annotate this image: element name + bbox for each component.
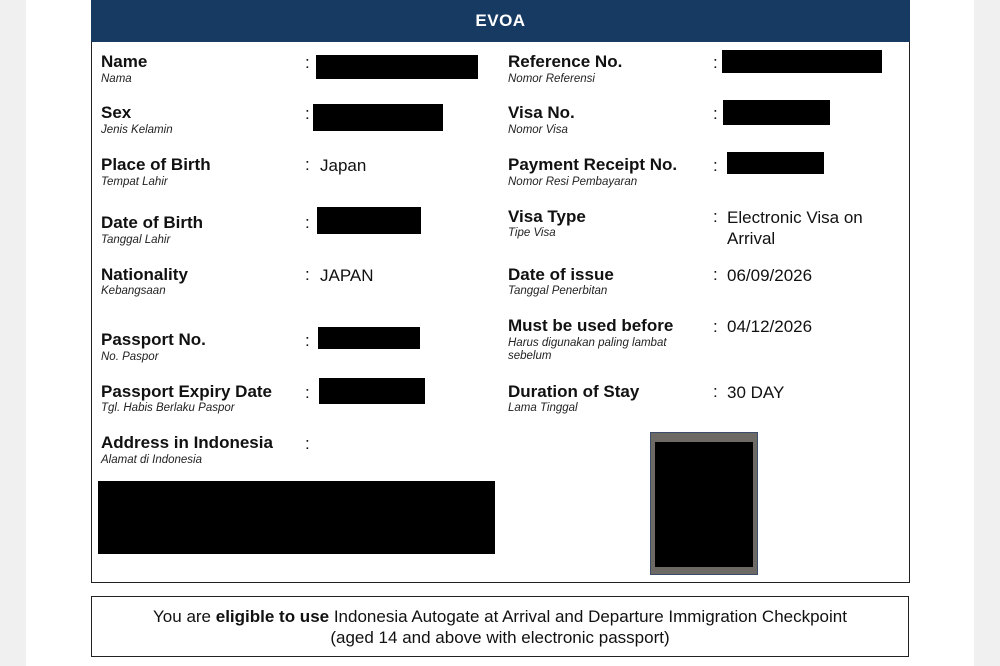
nationality-sublabel: Kebangsaan xyxy=(101,285,166,297)
date-of-birth-redaction xyxy=(317,207,421,234)
must-be-used-before-label: Must be used before xyxy=(508,316,674,335)
passport-no-label: Passport No. xyxy=(101,330,206,349)
sex-label: Sex xyxy=(101,103,132,122)
duration-of-stay-colon: : xyxy=(713,382,718,401)
passport-no-sublabel: No. Paspor xyxy=(101,351,159,363)
notice-text-after: Indonesia Autogate at Arrival and Departure Immigration Checkpoint xyxy=(329,606,847,626)
passport-expiry-redaction xyxy=(319,378,425,404)
duration-of-stay-value: 30 DAY xyxy=(727,383,785,402)
notice-text-before: You are xyxy=(153,606,216,626)
duration-of-stay-sublabel: Lama Tinggal xyxy=(508,402,578,414)
reference-no-label: Reference No. xyxy=(508,52,623,71)
photo-redaction xyxy=(655,442,753,567)
visa-no-label: Visa No. xyxy=(508,103,575,122)
address-sublabel: Alamat di Indonesia xyxy=(101,454,203,466)
date-of-birth-label: Date of Birth xyxy=(101,213,203,232)
reference-no-sublabel: Nomor Referensi xyxy=(508,73,595,85)
date-of-birth-sublabel: Tanggal Lahir xyxy=(101,234,171,246)
visa-type-value-line2: Arrival xyxy=(727,229,776,248)
must-be-used-before-sublabel-line2: sebelum xyxy=(508,350,552,362)
reference-no-redaction xyxy=(722,50,882,73)
sex-colon: : xyxy=(305,104,310,123)
nationality-colon: : xyxy=(305,265,310,284)
notice-line-1 xyxy=(92,606,908,627)
passport-expiry-sublabel: Tgl. Habis Berlaku Paspor xyxy=(101,402,235,414)
card-header xyxy=(91,0,910,42)
passport-expiry-label: Passport Expiry Date xyxy=(101,382,273,401)
visa-no-colon: : xyxy=(713,104,718,123)
applicant-photo xyxy=(650,432,758,575)
duration-of-stay-label: Duration of Stay xyxy=(508,382,640,401)
notice-line-2: (aged 14 and above with electronic passport) xyxy=(330,627,670,647)
sex-redaction xyxy=(313,104,443,131)
notice-emphasis: eligible to use xyxy=(215,606,330,626)
must-be-used-before-sublabel-line1: Harus digunakan paling lambat xyxy=(508,337,667,349)
autogate-notice xyxy=(91,596,909,657)
payment-receipt-label: Payment Receipt No. xyxy=(508,155,678,174)
place-of-birth-sublabel: Tempat Lahir xyxy=(101,176,168,188)
place-of-birth-value: Japan xyxy=(320,156,367,175)
date-of-birth-colon: : xyxy=(305,213,310,232)
visa-no-redaction xyxy=(723,100,830,125)
payment-receipt-redaction xyxy=(727,152,824,174)
date-of-issue-label: Date of issue xyxy=(508,265,614,284)
passport-no-colon: : xyxy=(305,331,310,350)
must-be-used-before-colon: : xyxy=(713,317,718,336)
sex-sublabel: Jenis Kelamin xyxy=(101,124,173,136)
visa-type-value-line1: Electronic Visa on xyxy=(727,208,863,227)
address-colon: : xyxy=(305,434,310,453)
address-redaction xyxy=(98,481,495,554)
place-of-birth-colon: : xyxy=(305,155,310,174)
visa-type-colon: : xyxy=(713,207,718,226)
must-be-used-before-value: 04/12/2026 xyxy=(727,317,813,336)
payment-receipt-sublabel: Nomor Resi Pembayaran xyxy=(508,176,638,188)
place-of-birth-label: Place of Birth xyxy=(101,155,211,174)
visa-type-label: Visa Type xyxy=(508,207,586,226)
name-redaction xyxy=(316,55,478,79)
header-title: EVOA xyxy=(475,11,526,30)
address-label: Address in Indonesia xyxy=(101,433,273,452)
date-of-issue-value: 06/09/2026 xyxy=(727,266,813,285)
name-label: Name xyxy=(101,52,148,71)
nationality-label: Nationality xyxy=(101,265,188,284)
date-of-issue-sublabel: Tanggal Penerbitan xyxy=(508,285,608,297)
date-of-issue-colon: : xyxy=(713,265,718,284)
payment-receipt-colon: : xyxy=(713,156,718,175)
passport-no-redaction xyxy=(318,327,420,349)
reference-no-colon: : xyxy=(713,53,718,72)
name-sublabel: Nama xyxy=(101,73,132,85)
visa-type-sublabel: Tipe Visa xyxy=(508,227,556,239)
visa-no-sublabel: Nomor Visa xyxy=(508,124,568,136)
name-colon: : xyxy=(305,53,310,72)
nationality-value: JAPAN xyxy=(320,266,374,285)
passport-expiry-colon: : xyxy=(305,383,310,402)
